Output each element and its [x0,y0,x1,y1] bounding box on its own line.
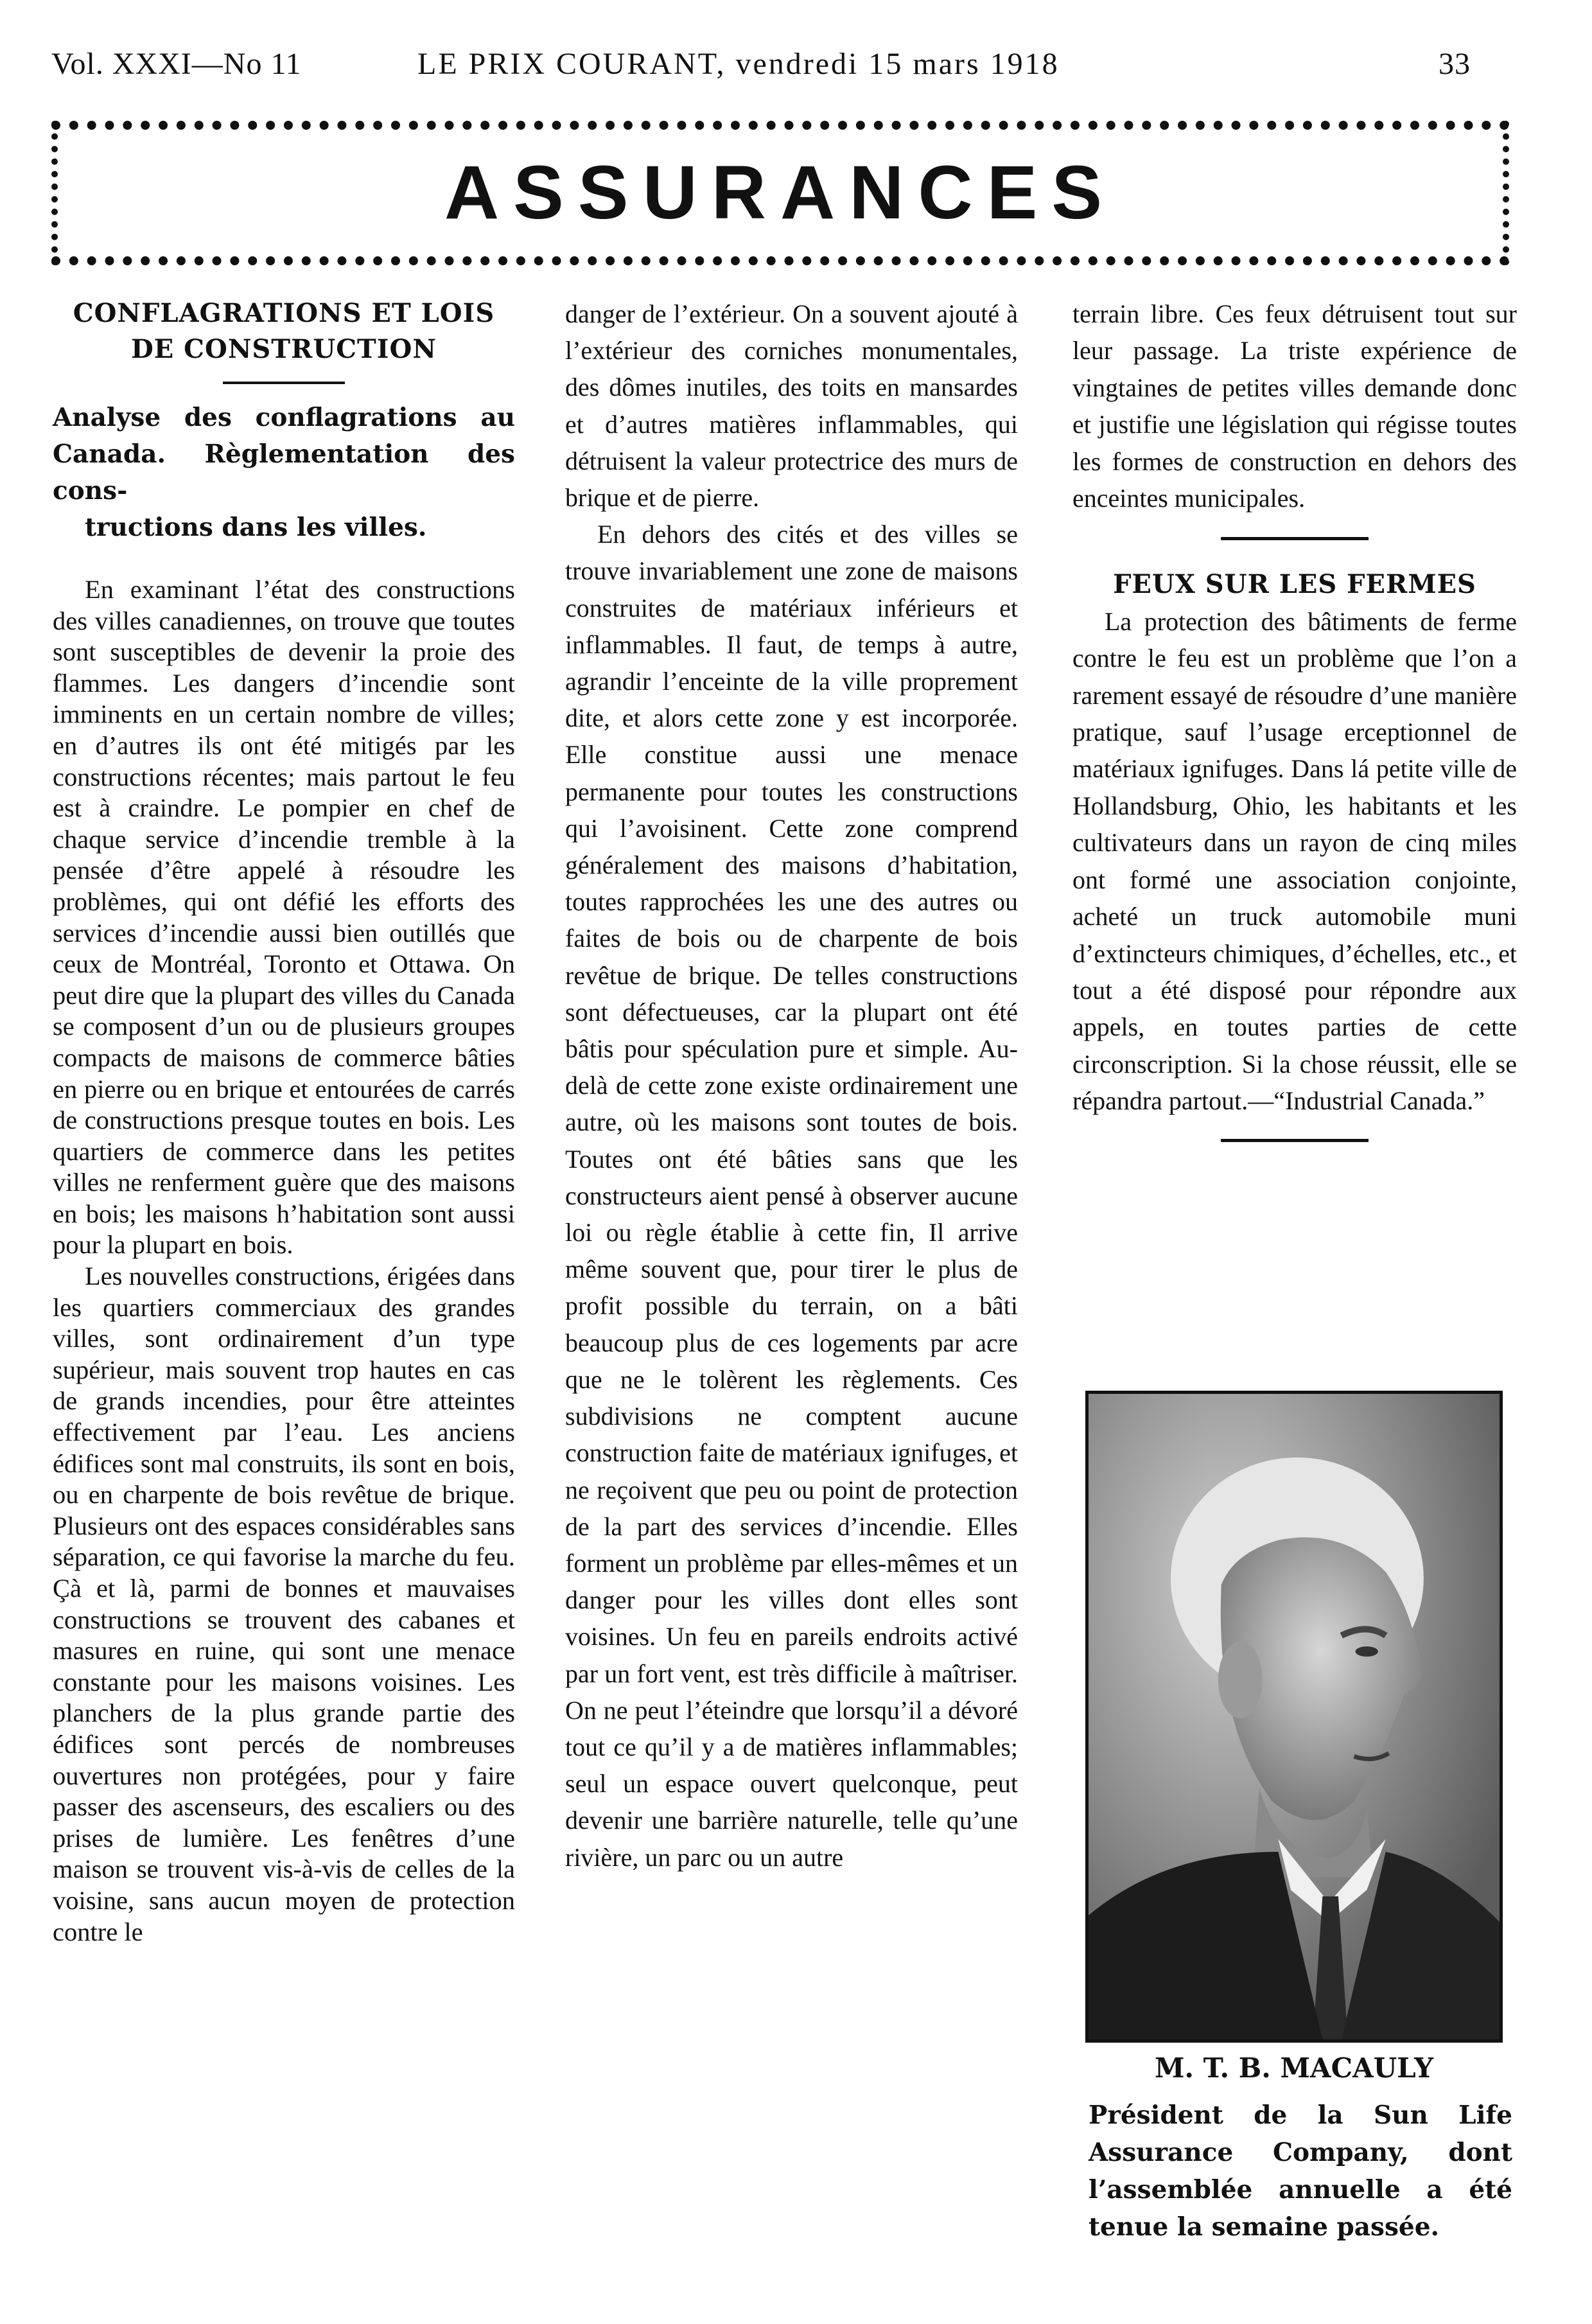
running-head [45,46,1471,91]
farm-fires-paragraph: La protection des bâtiments de ferme contre le feu est un problème que l’on a rarement essayé de résoudre d’une manière pratique, sauf l’usage erceptionnel de matériaux ignifuges. Dans lá petite ville de Hollandsburg, Ohio, les habitants et les cultivateurs dans un rayon de cinq miles ont formé une association conjointe, acheté un truck automobile muni d’extincteurs chimiques, d’échelles, etc., et tout a été disposé pour répondre aux appels, en toutes parties de cette circonscription. Si la chose réussit, elle se répandra partout.—“Industrial Canada.” [1072,606,1517,1116]
farm-fires-headline: FEUX SUR LES FERMES [1113,569,1476,600]
portrait-photo [1085,1391,1503,2043]
divider-rule [1221,537,1369,540]
volume-number: Vol. XXXI—No 11 [51,47,302,81]
page-number: 33 [1439,47,1471,81]
column-1 [53,295,515,1948]
column-2 [565,295,1018,1876]
portrait-illustration [1089,1394,1500,2039]
article-paragraph: En examinant l’état des constructions des villes canadiennes, on trouve que toutes sont susceptibles de devenir la proie des flammes. Les dangers d’incendie sont imminents en un certain nombre de villes; en d’autres ils ont été mitigés par les constructions récentes; mais partout le feu est à craindre. Le pompier en chef de chaque service d’incendie tremble à la pensée d’être appelé à résoudre les problèmes, qui ont défié les efforts des services d’incendie aussi bien outillés que ceux de Montréal, Toronto et Ottawa. On peut dire que la plupart des villes du Canada se composent d’un ou de plusieurs groupes compacts de maisons de commerce bâties en pierre ou en brique et entourées de carrés de constructions presque toutes en bois. Les quartiers de commerce dans les petites villes ne renferment guère que des maisons en bois; les maisons h’habitation sont aussi pour la plupart en bois. [53,575,515,1260]
article-paragraph: En dehors des cités et des villes se trouve invariablement une zone de maisons construites de matériaux inférieurs et inflammables. Il faut, de temps à autre, agrandir l’enceinte de la ville proprement dite, et alors cette zone y est incorporée. Elle constitue aussi une menace permanente pour toutes les constructions qui l’avoisinent. Cette zone comprend généralement des maisons d’habitation, toutes rapprochées les une des autres ou faites de bois ou de charpente de bois revêtue de brique. De telles constructions sont défectueuses, car la plupart ont été bâtis pour spéculation pure et simple. Au-delà de cette zone existe ordinairement une autre, où les maisons sont toutes de bois. Toutes ont été bâties sans que les constructeurs aient pensé à observer aucune loi ou règle établie à cette fin, Il arrive même souvent que, pour tirer le plus de profit possible du terrain, on a bâti beaucoup plus de ces logements par acre que ne le tolèrent les règlements. Ces subdivisions ne comptent aucune construction faite de matériaux ignifuges, et ne reçoivent que peu ou point de protection de la part des services d’incendie. Elles forment un problème par elles-mêmes et un danger pour les villes dont elles sont voisines. Un feu en pareils endroits activé par un fort vent, est très difficile à maîtriser. On ne peut l’éteindre que lorsqu’il a dévoré tout ce qu’il y a de matières inflammables; seul un espace ouvert quelconque, peut devenir une barrière naturelle, telle qu’une rivière, un parc ou un autre [565,520,1018,1872]
divider-rule [1221,1139,1369,1142]
portrait-name: M. T. B. MACAULY [1154,2052,1434,2084]
article-paragraph: terrain libre. Ces feux détruisent tout sur leur passage. La triste expérience de vingtaines de petites villes demande donc et justifie une législation qui régisse toutes les formes de construction en dehors des enceintes municipales. [1072,299,1517,513]
article-deck-line2: tructions dans les villes. [85,513,427,542]
publication-date: LE PRIX COURANT, vendredi 15 mars 1918 [417,47,1060,81]
article-paragraph: Les nouvelles constructions, érigées dans les quartiers commerciaux des grandes villes, sont ordinairement d’un type supérieur, mais souvent trop hautes en cas de grands incendies, pour être atteintes effectivement par l’eau. Les anciens édifices sont mal construits, ils sont en bois, ou en charpente de bois revêtue de brique. Plusieurs ont des espaces considérables sans séparation, ce qui favorise la marche du feu. Çà et là, parmi de bonnes et mauvaises constructions se trouvent des cabanes et masures en ruine, qui sont une menace constante pour les maisons voisines. Les planchers de la plus grande partie des édifices sont percés de nombreuses ouvertures non protégées, pour y faire passer des ascenseurs, des escaliers ou des prises de lumière. Les fenêtres d’une maison se trouvent vis-à-vis de celles de la voisine, sans aucun moyen de protection contre le [53,1262,515,1946]
article-deck-line1: Analyse des conflagrations au Canada. Règlementation des cons- [53,403,515,506]
column-3 [1072,295,1517,1168]
section-title: ASSURANCES [444,150,1117,235]
article-headline-line2: DE CONSTRUCTION [131,334,437,364]
article-deck [53,400,515,546]
section-banner [51,121,1509,265]
divider-rule [223,382,345,384]
article-paragraph: danger de l’extérieur. On a souvent ajouté à l’extérieur des corniches monumentales, des dômes inutiles, des toits en mansardes et d’autres matières inflammables, qui détruisent la valeur protectrice des murs de brique et de pierre. [565,299,1018,513]
article-headline-line1: CONFLAGRATIONS ET LOIS [73,298,495,328]
portrait-caption: Président de la Sun Life Assurance Company, dont l’assemblée annuelle a été tenue la semaine passée. [1089,2100,1512,2242]
